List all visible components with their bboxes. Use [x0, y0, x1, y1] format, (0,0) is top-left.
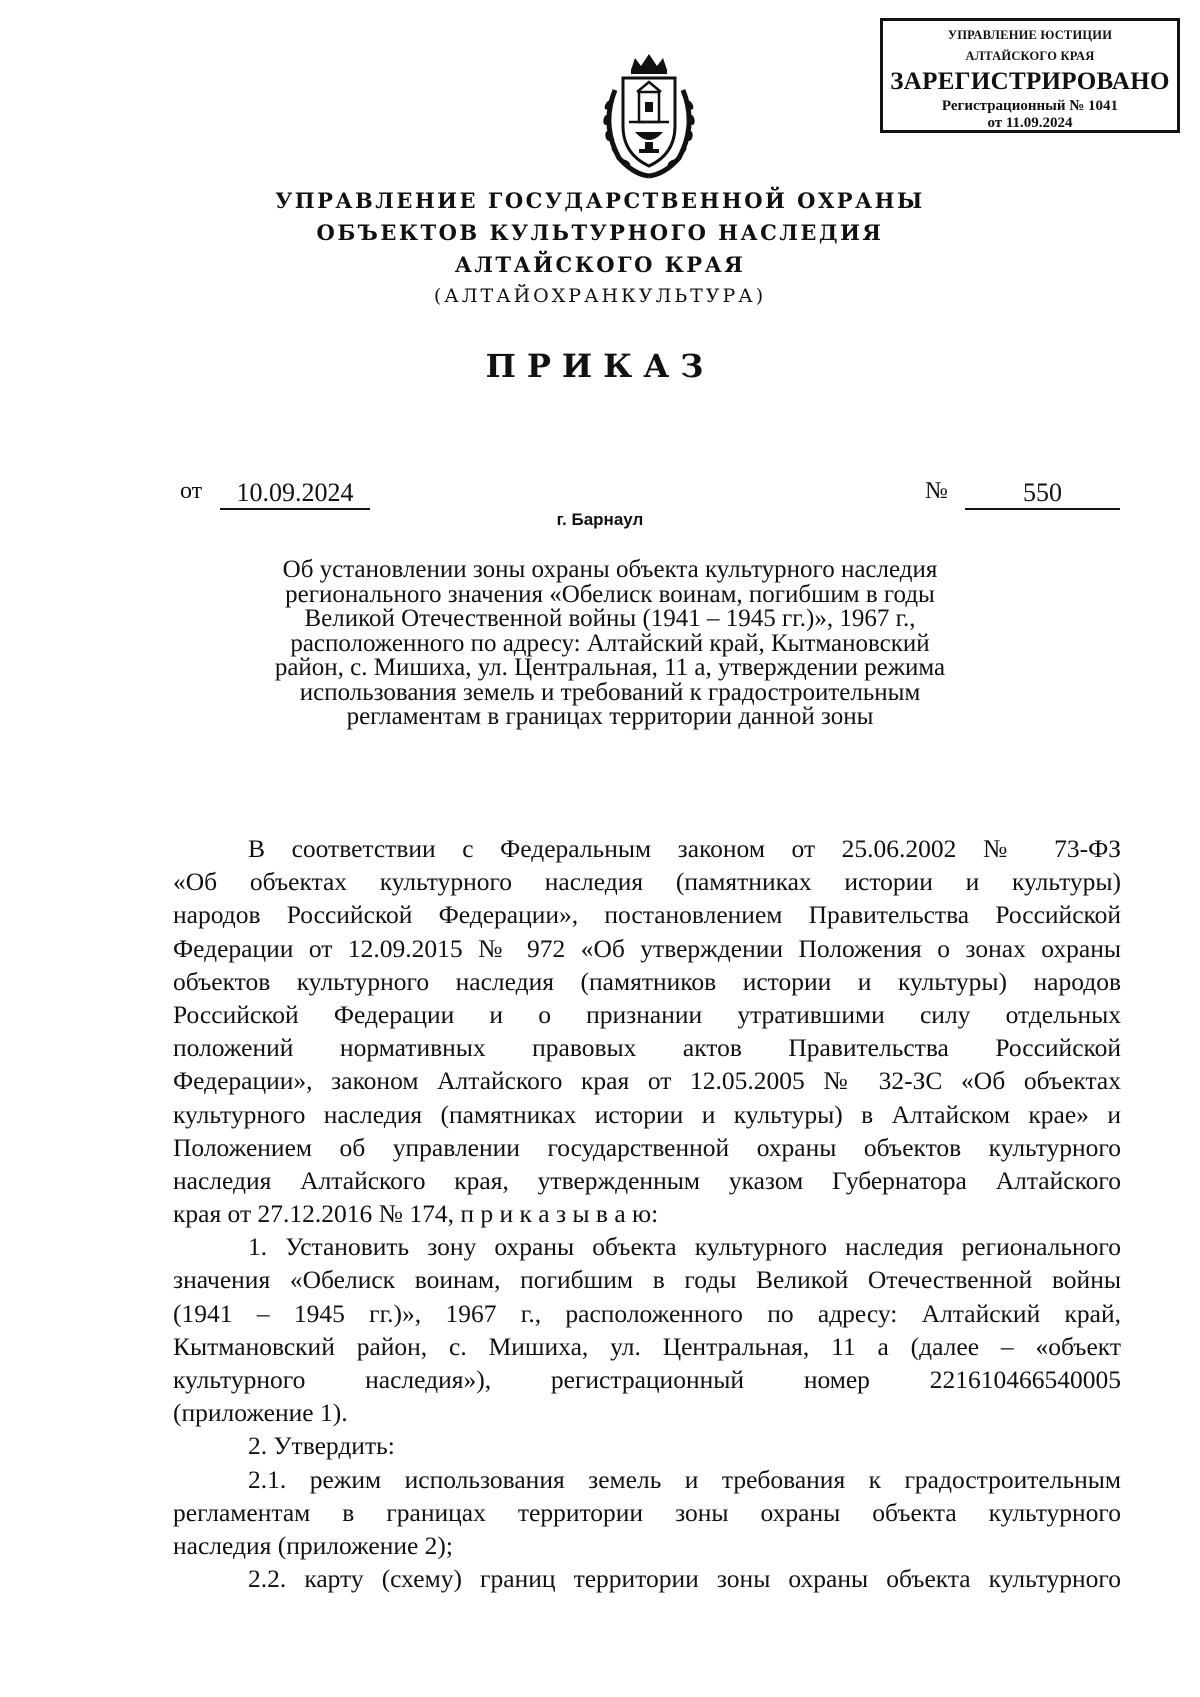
- order-subject: [240, 558, 980, 730]
- body-line: положений нормативных правовых актов Правительства Российской: [173, 1033, 1121, 1063]
- coat-of-arms-icon: [593, 50, 705, 182]
- body-line: Федерации», законом Алтайского края от 12.05.2005 № 32-ЗС «Об объектах: [173, 1066, 1121, 1096]
- body-line: «Об объектах культурного наследия (памятниках истории и культуры): [173, 867, 1121, 897]
- subject-line: Великой Отечественной войны (1941 – 1945 гг.)», 1967 г.,: [304, 605, 916, 632]
- body-line: регламентам в границах территории зоны охраны объекта культурного: [173, 1497, 1121, 1527]
- body-line: наследия Алтайского края, утвержденным указом Губернатора Алтайского: [173, 1165, 1121, 1195]
- body-line: культурного наследия»), регистрационный номер 221610466540005: [173, 1365, 1121, 1394]
- org-short-name: (АЛТАЙОХРАНКУЛЬТУРА): [433, 285, 767, 307]
- stamp-agency-line1: УПРАВЛЕНИЕ ЮСТИЦИИ: [947, 28, 1113, 42]
- body-line: значения «Обелиск воинам, погибшим в годы Великой Отечественной войны: [173, 1265, 1121, 1295]
- subject-line: использования земель и требований к градостроительным: [299, 678, 921, 706]
- body-line: (приложение 1).: [173, 1398, 348, 1428]
- item-1-paragraph: [173, 1230, 1121, 1429]
- body-line: 1. Установить зону охраны объекта культурного наследия регионального: [248, 1232, 1121, 1262]
- stamp-reg-date: от 11.09.2024: [987, 115, 1073, 131]
- order-number: 550: [965, 478, 1120, 510]
- body-line: В соответствии с Федеральным законом от 25.06.2002 № 73-ФЗ: [248, 834, 1121, 863]
- date-label: от: [180, 478, 203, 504]
- body-line: культурного наследия (памятниках истории и культуры) в Алтайском крае» и: [173, 1099, 1121, 1129]
- body-line: края от 27.12.2016 № 174, п р и к а з ы в а ю:: [173, 1199, 659, 1229]
- item-2-1-paragraph: [173, 1463, 1121, 1563]
- stamp-agency-line2: АЛТАЙСКОГО КРАЯ: [965, 49, 1095, 63]
- subject-line: район, с. Мишиха, ул. Центральная, 11 а, утверждении режима: [274, 654, 946, 681]
- registration-stamp: [880, 18, 1180, 133]
- body-line: 2. Утвердить:: [248, 1431, 395, 1461]
- body-line: 2.1. режим использования земель и требования к градостроительным: [248, 1464, 1121, 1494]
- body-line: народов Российской Федерации», постановлением Правительства Российской: [173, 900, 1121, 930]
- body-line: Кытмановский район, с. Мишиха, ул. Центральная, 11 а (далее – «объект: [173, 1331, 1121, 1361]
- body-line: объектов культурного наследия (памятников истории и культуры) народов: [173, 966, 1121, 996]
- org-name-line3: АЛТАЙСКОГО КРАЯ: [454, 252, 746, 277]
- body-line: (1941 – 1945 гг.)», 1967 г., расположенного по адресу: Алтайский край,: [173, 1298, 1121, 1328]
- subject-line: расположенного по адресу: Алтайский край, Кытмановский: [290, 629, 930, 657]
- subject-line: регламентам в границах территории данной зоны: [346, 703, 874, 730]
- document-type: ПРИКАЗ: [485, 347, 715, 385]
- item-2-paragraph: [173, 1429, 1121, 1462]
- city: г. Барнаул: [556, 510, 644, 529]
- order-body: [173, 832, 1121, 1595]
- item-2-2-paragraph: [173, 1562, 1121, 1595]
- org-name-line1: УПРАВЛЕНИЕ ГОСУДАРСТВЕННОЙ ОХРАНЫ: [275, 188, 925, 213]
- org-name-line2: ОБЪЕКТОВ КУЛЬТУРНОГО НАСЛЕДИЯ: [316, 220, 884, 245]
- body-line: Российской Федерации и о признании утратившими силу отдельных: [173, 999, 1121, 1029]
- body-line: 2.2. карту (схему) границ территории зоны охраны объекта культурного: [248, 1564, 1121, 1594]
- subject-line: регионального значения «Обелиск воинам, погибшим в годы: [285, 580, 935, 608]
- number-label: №: [925, 478, 948, 504]
- subject-line: Об установлении зоны охраны объекта культурного наследия: [282, 556, 938, 583]
- body-line: наследия (приложение 2);: [173, 1530, 454, 1560]
- body-line: Положением об управлении государственной охраны объектов культурного: [173, 1132, 1121, 1162]
- stamp-status: ЗАРЕГИСТРИРОВАНО: [890, 68, 1170, 95]
- order-date: 10.09.2024: [220, 478, 370, 510]
- body-line: Федерации от 12.09.2015 № 972 «Об утверждении Положения о зонах охраны: [173, 933, 1121, 963]
- preamble-paragraph: [173, 832, 1121, 1230]
- stamp-reg-number: Регистрационный № 1041: [941, 98, 1119, 114]
